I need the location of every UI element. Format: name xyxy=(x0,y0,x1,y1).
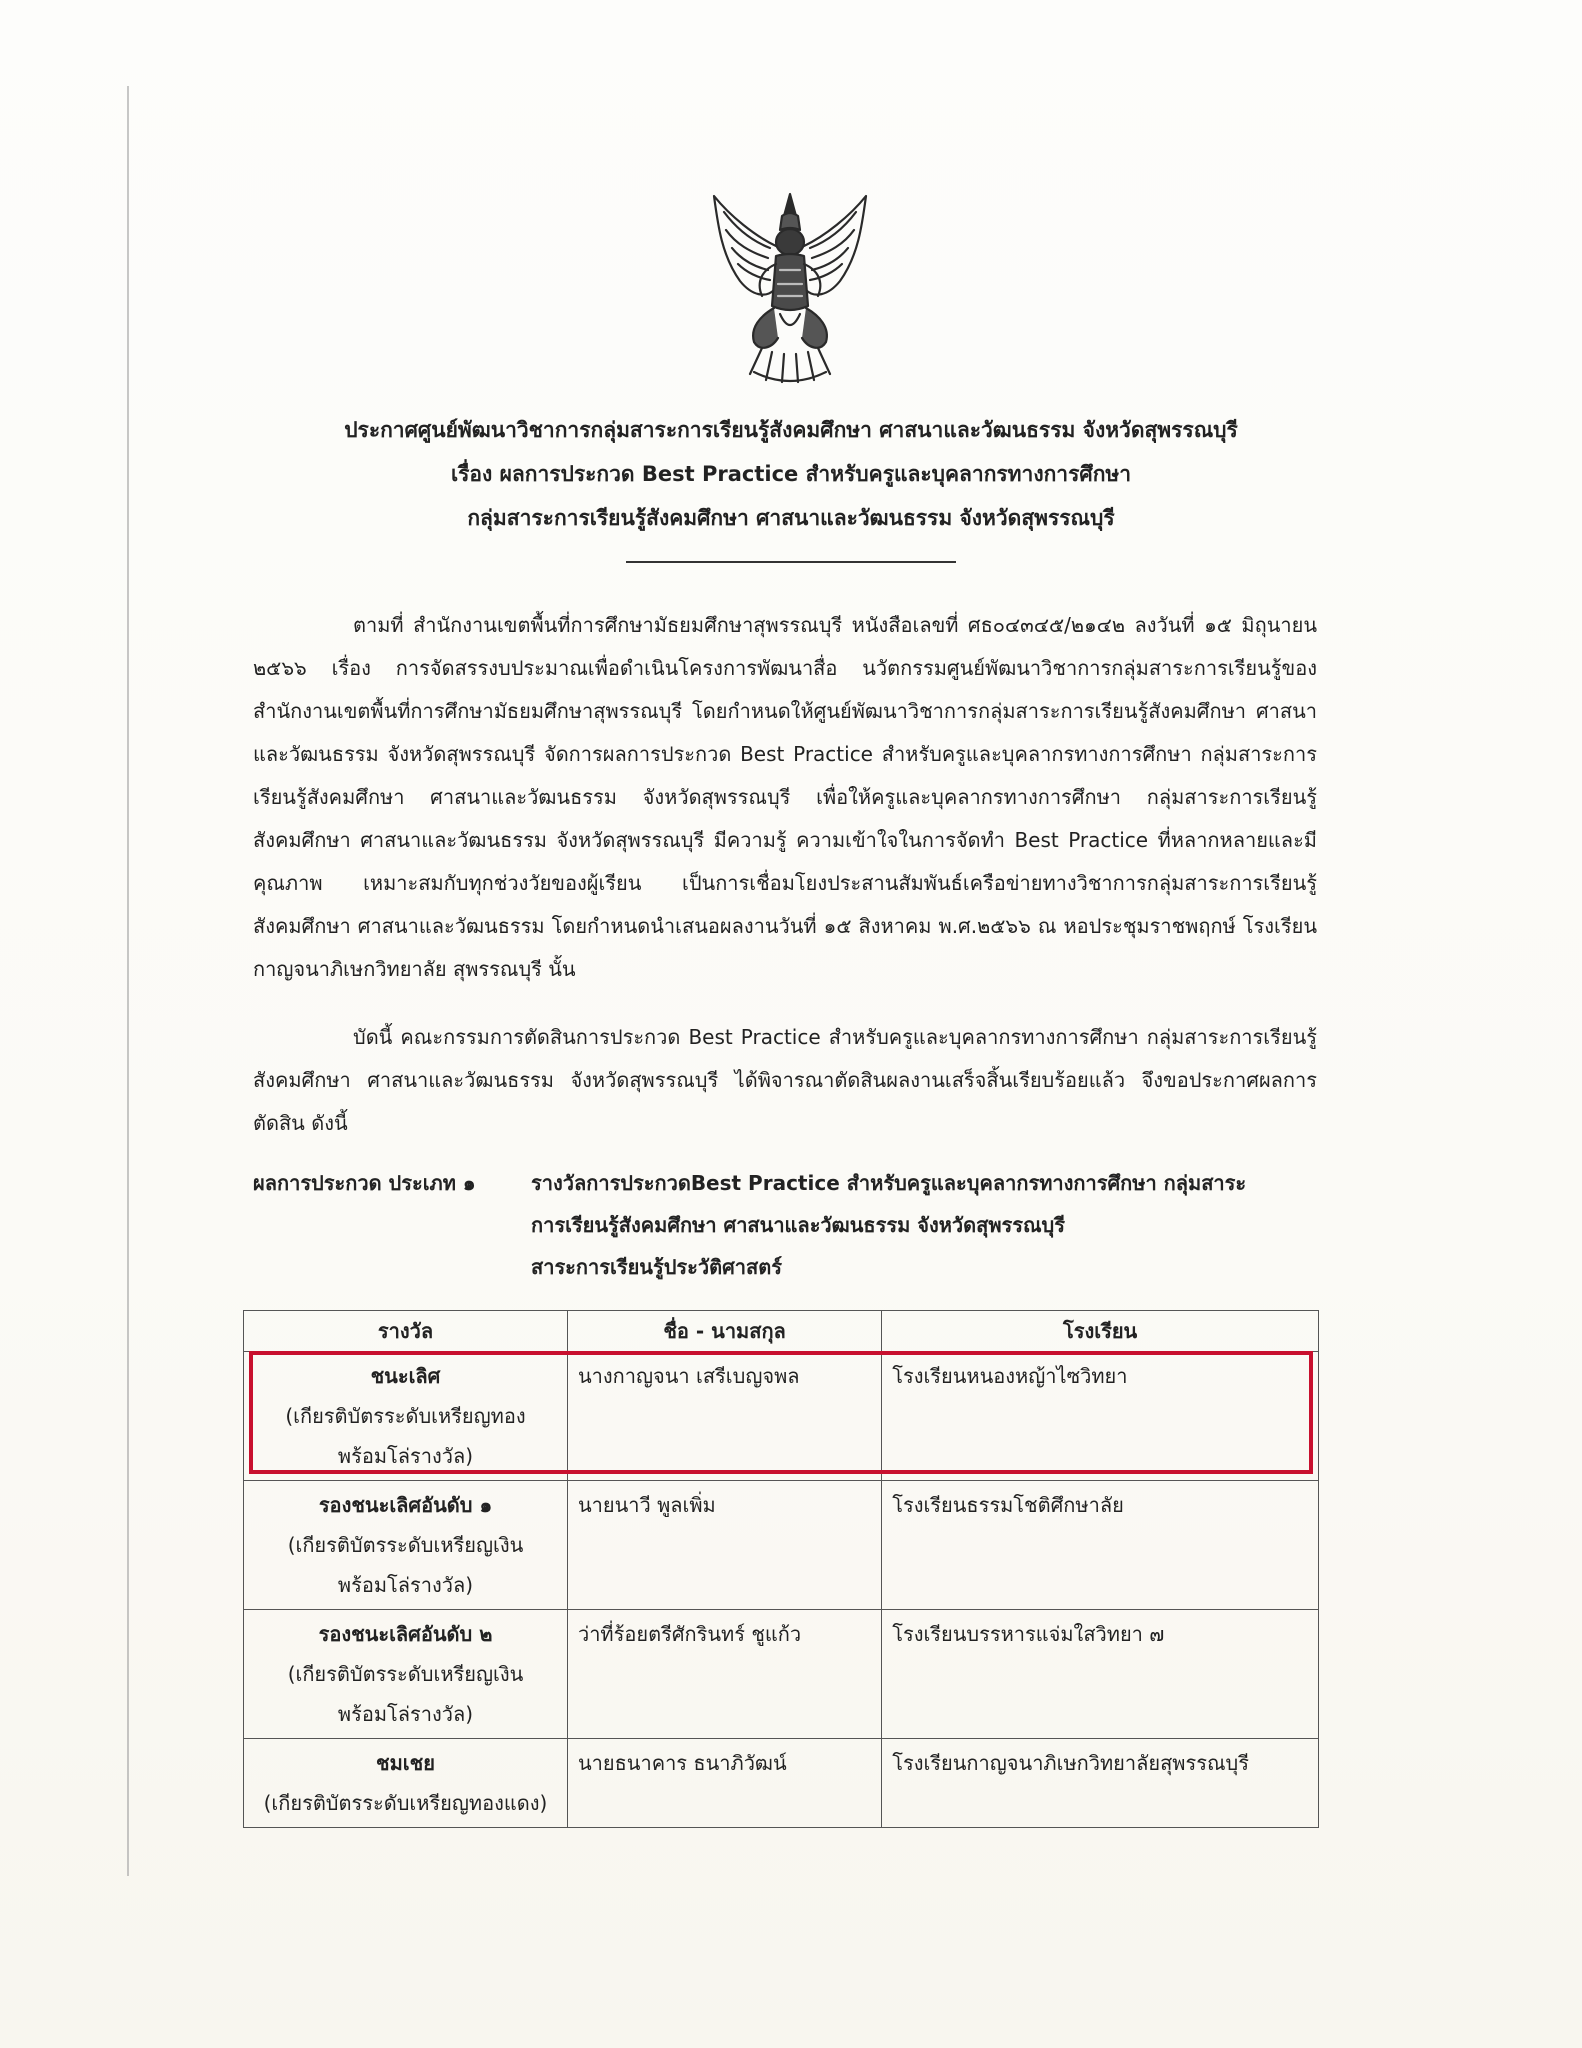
table-row xyxy=(244,1610,1319,1739)
announcement-heading xyxy=(180,408,1402,540)
header-name: ชื่อ - นามสกุล xyxy=(567,1311,881,1352)
garuda-emblem-icon xyxy=(700,186,880,386)
heading-divider xyxy=(626,561,956,563)
award-cell xyxy=(244,1481,568,1610)
award-title: รองชนะเลิศอันดับ ๑ xyxy=(318,1493,493,1517)
award-note: พร้อมโล่รางวัล) xyxy=(337,1702,474,1726)
results-category xyxy=(531,1162,1331,1288)
award-cell xyxy=(244,1352,568,1481)
page-edge-shadow xyxy=(127,86,129,1876)
body-paragraph-1: ตามที่ สำนักงานเขตพื้นที่การศึกษามัธยมศึกษาสุพรรณบุรี หนังสือเลขที่ ศธ๐๔๓๔๕/๒๑๔๒ ลงวันที่ ๑๕ มิถุนายน ๒๕๖๖ เรื่อง การจัดสรรงบประมาณเพื่อดำเนินโครงการพัฒนาสื่อ นวัตกรรมศูนย์พัฒนาวิชาการกลุ่มสาระการเรียนรู้ของสำนักงานเขตพื้นที่การศึกษามัธยมศึกษาสุพรรณบุรี โดยกำหนดให้ศูนย์พัฒนาวิชาการกลุ่มสาระการเรียนรู้สังคมศึกษา ศาสนาและวัฒนธรรม จังหวัดสุพรรณบุรี จัดการผลการประกวด Best Practice สำหรับครูและบุคลากรทางการศึกษา กลุ่มสาระการเรียนรู้สังคมศึกษา ศาสนาและวัฒนธรรม จังหวัดสุพรรณบุรี เพื่อให้ครูและบุคลากรทางการศึกษา กลุ่มสาระการเรียนรู้สังคมศึกษา ศาสนาและวัฒนธรรม จังหวัดสุพรรณบุรี มีความรู้ ความเข้าใจในการจัดทำ Best Practice ที่หลากหลายและมีคุณภาพ เหมาะสมกับทุกช่วงวัยของผู้เรียน เป็นการเชื่อมโยงประสานสัมพันธ์เครือข่ายทางวิชาการกลุ่มสาระการเรียนรู้สังคมศึกษา ศาสนาและวัฒนธรรม โดยกำหนดนำเสนอผลงานวันที่ ๑๕ สิงหาคม พ.ศ.๒๕๖๖ ณ หอประชุมราชพฤกษ์ โรงเรียนกาญจนาภิเษกวิทยาลัย สุพรรณบุรี นั้น xyxy=(253,613,1317,981)
awards-table xyxy=(243,1310,1319,1828)
school-cell: โรงเรียนหนองหญ้าไซวิทยา xyxy=(882,1352,1319,1481)
name-cell: นางกาญจนา เสรีเบญจพล xyxy=(567,1352,881,1481)
award-note: (เกียรติบัตรระดับเหรียญเงิน xyxy=(287,1533,524,1557)
award-note: พร้อมโล่รางวัล) xyxy=(337,1573,474,1597)
award-title: ชนะเลิศ xyxy=(370,1364,441,1388)
heading-line-1: ประกาศศูนย์พัฒนาวิชาการกลุ่มสาระการเรียนรู้สังคมศึกษา ศาสนาและวัฒนธรรม จังหวัดสุพรรณบุรี xyxy=(344,418,1238,442)
name-cell: นายนาวี พูลเพิ่ม xyxy=(567,1481,881,1610)
school-cell: โรงเรียนบรรหารแจ่มใสวิทยา ๗ xyxy=(882,1610,1319,1739)
school-cell: โรงเรียนธรรมโชติศึกษาลัย xyxy=(882,1481,1319,1610)
results-line-2: การเรียนรู้สังคมศึกษา ศาสนาและวัฒนธรรม จังหวัดสุพรรณบุรี xyxy=(531,1213,1065,1237)
award-note: พร้อมโล่รางวัล) xyxy=(337,1444,474,1468)
header-school: โรงเรียน xyxy=(882,1311,1319,1352)
table-row xyxy=(244,1352,1319,1481)
heading-line-2: เรื่อง ผลการประกวด Best Practice สำหรับครูและบุคลากรทางการศึกษา xyxy=(450,462,1132,486)
award-note: (เกียรติบัตรระดับเหรียญทองแดง) xyxy=(263,1791,548,1815)
table-row xyxy=(244,1739,1319,1828)
heading-line-3: กลุ่มสาระการเรียนรู้สังคมศึกษา ศาสนาและวัฒนธรรม จังหวัดสุพรรณบุรี xyxy=(467,506,1115,530)
school-cell: โรงเรียนกาญจนาภิเษกวิทยาลัยสุพรรณบุรี xyxy=(882,1739,1319,1828)
body-paragraph-2: บัดนี้ คณะกรรมการตัดสินการประกวด Best Practice สำหรับครูและบุคลากรทางการศึกษา กลุ่มสาระการเรียนรู้สังคมศึกษา ศาสนาและวัฒนธรรม จังหวัดสุพรรณบุรี ได้พิจารณาตัดสินผลงานเสร็จสิ้นเรียบร้อยแล้ว จึงขอประกาศผลการตัดสิน ดังนี้ xyxy=(253,1025,1317,1135)
award-note: (เกียรติบัตรระดับเหรียญทอง xyxy=(285,1404,526,1428)
table-header-row xyxy=(244,1311,1319,1352)
award-note: (เกียรติบัตรระดับเหรียญเงิน xyxy=(287,1662,524,1686)
name-cell: นายธนาคาร ธนาภิวัฒน์ xyxy=(567,1739,881,1828)
award-cell xyxy=(244,1610,568,1739)
header-award: รางวัล xyxy=(244,1311,568,1352)
name-cell: ว่าที่ร้อยตรีศักรินทร์ ชูแก้ว xyxy=(567,1610,881,1739)
award-title: ชมเชย xyxy=(376,1751,435,1775)
results-line-3: สาระการเรียนรู้ประวัติศาสตร์ xyxy=(531,1255,782,1279)
table-row xyxy=(244,1481,1319,1610)
award-title: รองชนะเลิศอันดับ ๒ xyxy=(318,1622,493,1646)
award-cell xyxy=(244,1739,568,1828)
results-line-1: รางวัลการประกวดBest Practice สำหรับครูและบุคลากรทางการศึกษา กลุ่มสาระ xyxy=(531,1171,1247,1195)
results-prefix: ผลการประกวด ประเภท ๑ xyxy=(253,1171,476,1195)
